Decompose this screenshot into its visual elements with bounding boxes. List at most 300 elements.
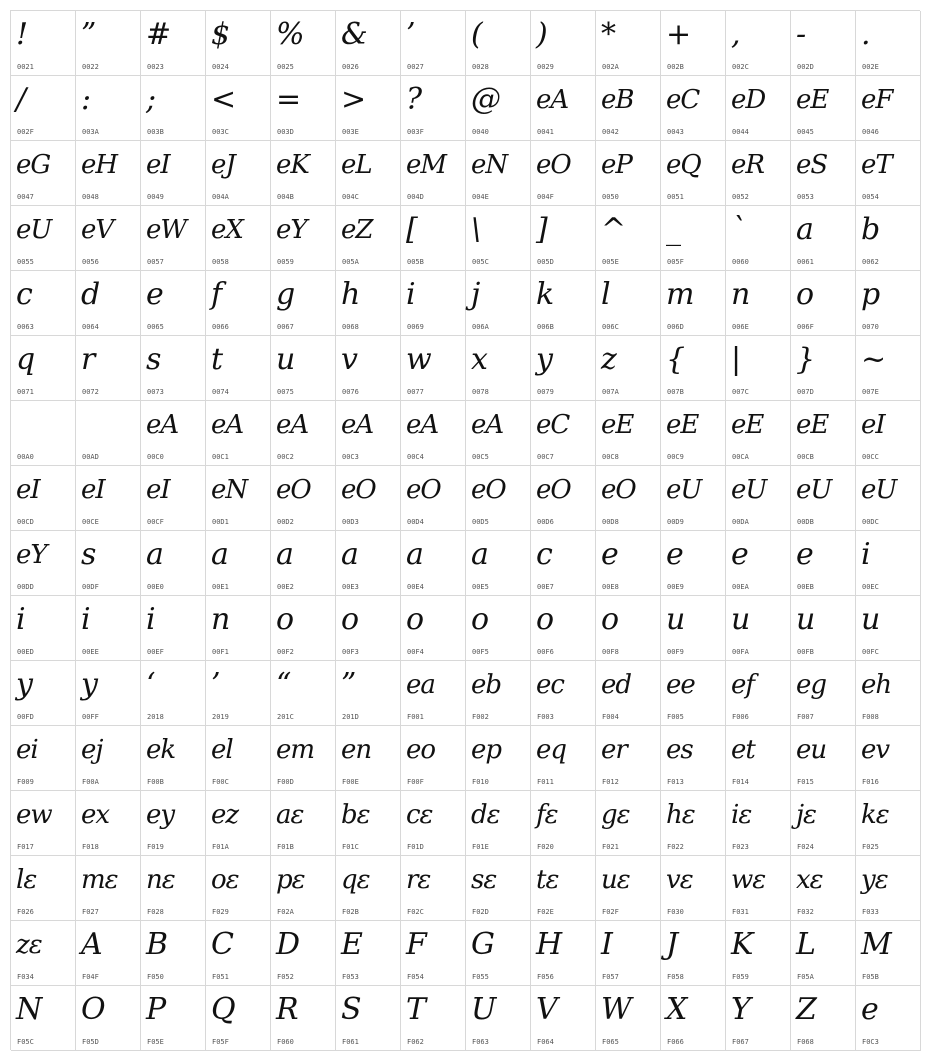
glyph-codepoint: 007D — [797, 388, 814, 396]
glyph-codepoint: 00C8 — [602, 453, 619, 461]
glyph-preview: xε — [796, 865, 823, 895]
glyph-codepoint: F052 — [277, 973, 294, 981]
glyph-codepoint: F011 — [537, 778, 554, 786]
glyph-preview: Z — [796, 992, 817, 1027]
glyph-codepoint: 0047 — [17, 193, 34, 201]
glyph-cell — [141, 921, 206, 986]
glyph-codepoint: 006D — [667, 323, 684, 331]
glyph-codepoint: F00F — [407, 778, 424, 786]
glyph-codepoint: 0050 — [602, 193, 619, 201]
glyph-cell — [11, 986, 76, 1051]
glyph-cell — [76, 596, 141, 661]
glyph-codepoint: F01C — [342, 843, 359, 851]
glyph-preview: = — [276, 82, 302, 117]
glyph-cell — [11, 531, 76, 596]
glyph-preview: eI — [81, 475, 105, 505]
glyph-codepoint: 00D3 — [342, 518, 359, 526]
glyph-cell — [271, 921, 336, 986]
glyph-cell — [466, 76, 531, 141]
glyph-cell — [271, 271, 336, 336]
glyph-codepoint: 00F2 — [277, 648, 294, 656]
glyph-preview: N — [16, 992, 43, 1027]
glyph-codepoint: 0068 — [342, 323, 359, 331]
glyph-preview: ( — [471, 17, 483, 52]
glyph-preview: es — [666, 735, 693, 765]
glyph-preview: p — [861, 277, 881, 312]
glyph-codepoint: F064 — [537, 1038, 554, 1046]
glyph-codepoint: 00E7 — [537, 583, 554, 591]
glyph-codepoint: 00FC — [862, 648, 879, 656]
glyph-codepoint: 002F — [17, 128, 34, 136]
glyph-preview: / — [16, 82, 27, 117]
glyph-cell — [206, 986, 271, 1051]
glyph-cell — [271, 11, 336, 76]
glyph-codepoint: 005B — [407, 258, 424, 266]
glyph-cell — [531, 531, 596, 596]
glyph-preview: ~ — [861, 342, 887, 377]
glyph-cell — [661, 271, 726, 336]
glyph-preview: a — [146, 537, 164, 572]
glyph-codepoint: F01A — [212, 843, 229, 851]
glyph-cell — [531, 141, 596, 206]
glyph-codepoint: 00D1 — [212, 518, 229, 526]
glyph-cell — [401, 531, 466, 596]
glyph-preview: “ — [276, 667, 292, 702]
glyph-codepoint: 003F — [407, 128, 424, 136]
glyph-preview: jε — [796, 800, 817, 830]
glyph-codepoint: F026 — [17, 908, 34, 916]
glyph-codepoint: 00FF — [82, 713, 99, 721]
glyph-preview: G — [471, 927, 495, 962]
glyph-preview: ey — [146, 800, 175, 830]
glyph-codepoint: 002C — [732, 63, 749, 71]
glyph-cell — [401, 596, 466, 661]
glyph-preview: eA — [211, 410, 244, 440]
glyph-preview: eS — [796, 150, 828, 180]
glyph-cell — [791, 791, 856, 856]
glyph-preview: eA — [406, 410, 439, 440]
glyph-codepoint: 0073 — [147, 388, 164, 396]
glyph-codepoint: 00F1 — [212, 648, 229, 656]
glyph-preview: i — [861, 537, 871, 572]
glyph-preview: [ — [406, 212, 418, 247]
glyph-preview: vε — [666, 865, 693, 895]
glyph-codepoint: 0027 — [407, 63, 424, 71]
glyph-cell — [466, 141, 531, 206]
glyph-codepoint: 00C4 — [407, 453, 424, 461]
glyph-cell — [206, 11, 271, 76]
glyph-preview: o — [471, 602, 490, 637]
glyph-preview: c — [16, 277, 33, 312]
glyph-codepoint: 00EE — [82, 648, 99, 656]
glyph-codepoint: 201C — [277, 713, 294, 721]
glyph-cell — [726, 206, 791, 271]
glyph-codepoint: 0066 — [212, 323, 229, 331]
glyph-codepoint: 0067 — [277, 323, 294, 331]
glyph-codepoint: 00C1 — [212, 453, 229, 461]
glyph-codepoint: F016 — [862, 778, 879, 786]
glyph-cell — [791, 11, 856, 76]
glyph-codepoint: 00F6 — [537, 648, 554, 656]
glyph-codepoint: 00ED — [17, 648, 34, 656]
glyph-preview: W — [601, 992, 632, 1027]
glyph-preview: eY — [276, 215, 307, 245]
glyph-cell — [596, 206, 661, 271]
glyph-cell — [271, 401, 336, 466]
glyph-preview: v — [341, 342, 358, 377]
glyph-preview: u — [796, 602, 816, 637]
glyph-preview: eI — [146, 475, 170, 505]
glyph-preview: D — [276, 927, 301, 962]
glyph-codepoint: 004B — [277, 193, 294, 201]
glyph-codepoint: 00D6 — [537, 518, 554, 526]
glyph-preview: mε — [81, 865, 118, 895]
glyph-cell — [271, 76, 336, 141]
glyph-preview: eO — [471, 475, 506, 505]
glyph-preview: ej — [81, 735, 103, 765]
glyph-codepoint: F027 — [82, 908, 99, 916]
glyph-preview: b — [861, 212, 881, 247]
glyph-codepoint: 003D — [277, 128, 294, 136]
glyph-preview: i — [406, 277, 416, 312]
glyph-preview: eM — [406, 150, 447, 180]
glyph-cell — [596, 661, 661, 726]
glyph-cell — [791, 856, 856, 921]
glyph-codepoint: F031 — [732, 908, 749, 916]
glyph-cell — [791, 986, 856, 1051]
glyph-cell — [726, 921, 791, 986]
glyph-cell — [791, 141, 856, 206]
glyph-cell — [531, 791, 596, 856]
glyph-preview: o — [406, 602, 425, 637]
glyph-codepoint: 0022 — [82, 63, 99, 71]
glyph-preview: a — [341, 537, 359, 572]
glyph-cell — [531, 921, 596, 986]
glyph-codepoint: 006C — [602, 323, 619, 331]
glyph-codepoint: 002E — [862, 63, 879, 71]
glyph-cell — [466, 726, 531, 791]
glyph-codepoint: 00E2 — [277, 583, 294, 591]
glyph-preview: ea — [406, 670, 435, 700]
glyph-codepoint: 00DC — [862, 518, 879, 526]
glyph-codepoint: 0042 — [602, 128, 619, 136]
glyph-cell — [271, 206, 336, 271]
glyph-preview: eq — [536, 735, 567, 765]
glyph-codepoint: 004D — [407, 193, 424, 201]
glyph-preview: cε — [406, 800, 433, 830]
glyph-preview: ex — [81, 800, 110, 830]
glyph-codepoint: 00E1 — [212, 583, 229, 591]
glyph-codepoint: 00C2 — [277, 453, 294, 461]
glyph-cell — [336, 661, 401, 726]
glyph-preview: wε — [731, 865, 766, 895]
glyph-preview: qε — [341, 865, 370, 895]
glyph-cell — [141, 726, 206, 791]
glyph-preview: ’ — [406, 17, 416, 52]
glyph-preview: a — [796, 212, 814, 247]
glyph-preview: , — [731, 17, 741, 52]
glyph-cell — [141, 466, 206, 531]
glyph-cell — [466, 401, 531, 466]
glyph-preview: i — [81, 602, 91, 637]
glyph-codepoint: F033 — [862, 908, 879, 916]
glyph-codepoint: 0058 — [212, 258, 229, 266]
glyph-cell — [271, 336, 336, 401]
glyph-cell — [336, 986, 401, 1051]
glyph-cell — [141, 596, 206, 661]
glyph-codepoint: 00CA — [732, 453, 749, 461]
glyph-codepoint: F002 — [472, 713, 489, 721]
glyph-preview: u — [666, 602, 686, 637]
glyph-preview: a — [471, 537, 489, 572]
glyph-preview: h — [341, 277, 361, 312]
glyph-codepoint: F021 — [602, 843, 619, 851]
glyph-cell — [401, 466, 466, 531]
glyph-codepoint: 00F9 — [667, 648, 684, 656]
glyph-cell — [661, 986, 726, 1051]
glyph-preview: f — [211, 277, 223, 312]
glyph-codepoint: F065 — [602, 1038, 619, 1046]
glyph-preview: q — [16, 342, 36, 377]
glyph-preview: | — [731, 342, 742, 377]
glyph-preview: gε — [601, 800, 630, 830]
glyph-codepoint: F059 — [732, 973, 749, 981]
glyph-codepoint: F024 — [797, 843, 814, 851]
glyph-cell — [856, 466, 921, 531]
glyph-cell — [401, 141, 466, 206]
glyph-preview: o — [276, 602, 295, 637]
glyph-cell — [336, 336, 401, 401]
glyph-preview: _ — [666, 212, 681, 247]
glyph-preview: X — [666, 992, 688, 1027]
glyph-preview: { — [666, 342, 686, 377]
glyph-cell — [11, 466, 76, 531]
glyph-codepoint: 0021 — [17, 63, 34, 71]
glyph-codepoint: 00C9 — [667, 453, 684, 461]
glyph-cell — [466, 986, 531, 1051]
glyph-preview: eO — [536, 150, 571, 180]
glyph-cell — [206, 401, 271, 466]
glyph-cell — [76, 661, 141, 726]
glyph-cell — [726, 141, 791, 206]
glyph-preview: H — [536, 927, 563, 962]
glyph-preview: eL — [341, 150, 372, 180]
glyph-grid — [10, 10, 920, 1050]
glyph-codepoint: F02C — [407, 908, 424, 916]
glyph-cell — [661, 726, 726, 791]
glyph-codepoint: F05C — [17, 1038, 34, 1046]
glyph-preview: eN — [471, 150, 508, 180]
glyph-preview: eU — [796, 475, 832, 505]
glyph-preview: L — [796, 927, 816, 962]
glyph-preview: eK — [276, 150, 309, 180]
glyph-cell — [271, 531, 336, 596]
glyph-cell — [726, 596, 791, 661]
glyph-codepoint: 006A — [472, 323, 489, 331]
glyph-cell — [336, 271, 401, 336]
glyph-cell — [726, 466, 791, 531]
glyph-preview: j — [471, 277, 481, 312]
glyph-cell — [336, 466, 401, 531]
glyph-cell — [76, 921, 141, 986]
glyph-codepoint: 0075 — [277, 388, 294, 396]
glyph-preview: eV — [81, 215, 114, 245]
glyph-codepoint: F00C — [212, 778, 229, 786]
glyph-cell — [791, 336, 856, 401]
glyph-cell — [661, 791, 726, 856]
glyph-cell — [336, 726, 401, 791]
glyph-cell — [596, 11, 661, 76]
glyph-preview: m — [666, 277, 695, 312]
glyph-preview: r — [81, 342, 96, 377]
glyph-preview: ” — [81, 17, 97, 52]
glyph-codepoint: F00B — [147, 778, 164, 786]
glyph-codepoint: F055 — [472, 973, 489, 981]
glyph-cell — [76, 466, 141, 531]
glyph-cell — [141, 401, 206, 466]
glyph-codepoint: F012 — [602, 778, 619, 786]
glyph-cell — [531, 661, 596, 726]
glyph-cell — [206, 336, 271, 401]
glyph-preview: a — [211, 537, 229, 572]
glyph-preview: kε — [861, 800, 889, 830]
glyph-codepoint: 0056 — [82, 258, 99, 266]
glyph-codepoint: 007B — [667, 388, 684, 396]
glyph-preview: eA — [341, 410, 374, 440]
glyph-cell — [141, 986, 206, 1051]
glyph-codepoint: F062 — [407, 1038, 424, 1046]
glyph-preview: eT — [861, 150, 892, 180]
glyph-preview: % — [276, 17, 305, 52]
glyph-cell — [336, 596, 401, 661]
glyph-preview: y — [16, 667, 33, 702]
glyph-preview: A — [81, 927, 103, 962]
glyph-cell — [76, 11, 141, 76]
glyph-preview: x — [471, 342, 488, 377]
glyph-codepoint: F02A — [277, 908, 294, 916]
glyph-codepoint: F058 — [667, 973, 684, 981]
glyph-cell — [141, 11, 206, 76]
glyph-codepoint: F053 — [342, 973, 359, 981]
glyph-preview: t — [211, 342, 224, 377]
glyph-cell — [206, 141, 271, 206]
glyph-codepoint: 00CE — [82, 518, 99, 526]
glyph-codepoint: 0078 — [472, 388, 489, 396]
glyph-preview: eO — [536, 475, 571, 505]
glyph-preview: eI — [861, 410, 885, 440]
glyph-preview: zε — [16, 930, 42, 960]
glyph-preview: uε — [601, 865, 630, 895]
glyph-codepoint: 0064 — [82, 323, 99, 331]
glyph-preview: Y — [731, 992, 751, 1027]
glyph-codepoint: F001 — [407, 713, 424, 721]
glyph-cell — [271, 791, 336, 856]
glyph-cell — [856, 206, 921, 271]
glyph-cell — [206, 596, 271, 661]
glyph-cell — [336, 401, 401, 466]
glyph-preview: eb — [471, 670, 502, 700]
glyph-preview: eN — [211, 475, 248, 505]
glyph-cell — [206, 791, 271, 856]
glyph-codepoint: 004E — [472, 193, 489, 201]
glyph-codepoint: 002D — [797, 63, 814, 71]
glyph-cell — [856, 11, 921, 76]
glyph-cell — [726, 661, 791, 726]
glyph-codepoint: F060 — [277, 1038, 294, 1046]
glyph-preview: e — [666, 537, 684, 572]
glyph-cell — [141, 661, 206, 726]
glyph-codepoint: F0C3 — [862, 1038, 879, 1046]
glyph-preview: \ — [471, 212, 482, 247]
glyph-codepoint: F009 — [17, 778, 34, 786]
glyph-codepoint: F02F — [602, 908, 619, 916]
glyph-cell — [726, 271, 791, 336]
glyph-codepoint: 201D — [342, 713, 359, 721]
glyph-preview: ek — [146, 735, 176, 765]
glyph-codepoint: F05B — [862, 973, 879, 981]
glyph-codepoint: 00F5 — [472, 648, 489, 656]
glyph-preview: eZ — [341, 215, 373, 245]
glyph-codepoint: 0028 — [472, 63, 489, 71]
glyph-cell — [791, 466, 856, 531]
glyph-cell — [401, 336, 466, 401]
glyph-cell — [726, 986, 791, 1051]
glyph-codepoint: 006E — [732, 323, 749, 331]
glyph-cell — [76, 271, 141, 336]
glyph-preview: s — [146, 342, 162, 377]
glyph-codepoint: 005A — [342, 258, 359, 266]
glyph-codepoint: 00F4 — [407, 648, 424, 656]
glyph-codepoint: F066 — [667, 1038, 684, 1046]
glyph-preview: z — [601, 342, 617, 377]
glyph-preview: nε — [146, 865, 175, 895]
glyph-codepoint: 0048 — [82, 193, 99, 201]
glyph-codepoint: 00C7 — [537, 453, 554, 461]
glyph-cell — [466, 206, 531, 271]
glyph-preview: eo — [406, 735, 436, 765]
glyph-codepoint: 00DD — [17, 583, 34, 591]
glyph-codepoint: 0054 — [862, 193, 879, 201]
glyph-codepoint: 0079 — [537, 388, 554, 396]
glyph-codepoint: 00F3 — [342, 648, 359, 656]
glyph-preview: eI — [16, 475, 40, 505]
glyph-preview: o — [601, 602, 620, 637]
glyph-preview: eO — [341, 475, 376, 505]
glyph-cell — [401, 76, 466, 141]
glyph-preview: u — [861, 602, 881, 637]
glyph-cell — [726, 856, 791, 921]
glyph-preview: eh — [861, 670, 892, 700]
glyph-preview: $ — [211, 17, 231, 52]
glyph-cell — [401, 11, 466, 76]
glyph-cell — [531, 466, 596, 531]
glyph-preview: J — [666, 927, 679, 962]
glyph-preview: eE — [666, 410, 699, 440]
glyph-preview: fε — [536, 800, 558, 830]
glyph-codepoint: F005 — [667, 713, 684, 721]
glyph-codepoint: 0077 — [407, 388, 424, 396]
glyph-cell — [141, 76, 206, 141]
glyph-codepoint: 007C — [732, 388, 749, 396]
glyph-preview: a — [276, 537, 294, 572]
glyph-codepoint: F020 — [537, 843, 554, 851]
glyph-preview: e — [601, 537, 619, 572]
glyph-preview: S — [341, 992, 362, 1027]
glyph-codepoint: 0044 — [732, 128, 749, 136]
glyph-codepoint: 0052 — [732, 193, 749, 201]
glyph-cell — [661, 661, 726, 726]
glyph-codepoint: F067 — [732, 1038, 749, 1046]
